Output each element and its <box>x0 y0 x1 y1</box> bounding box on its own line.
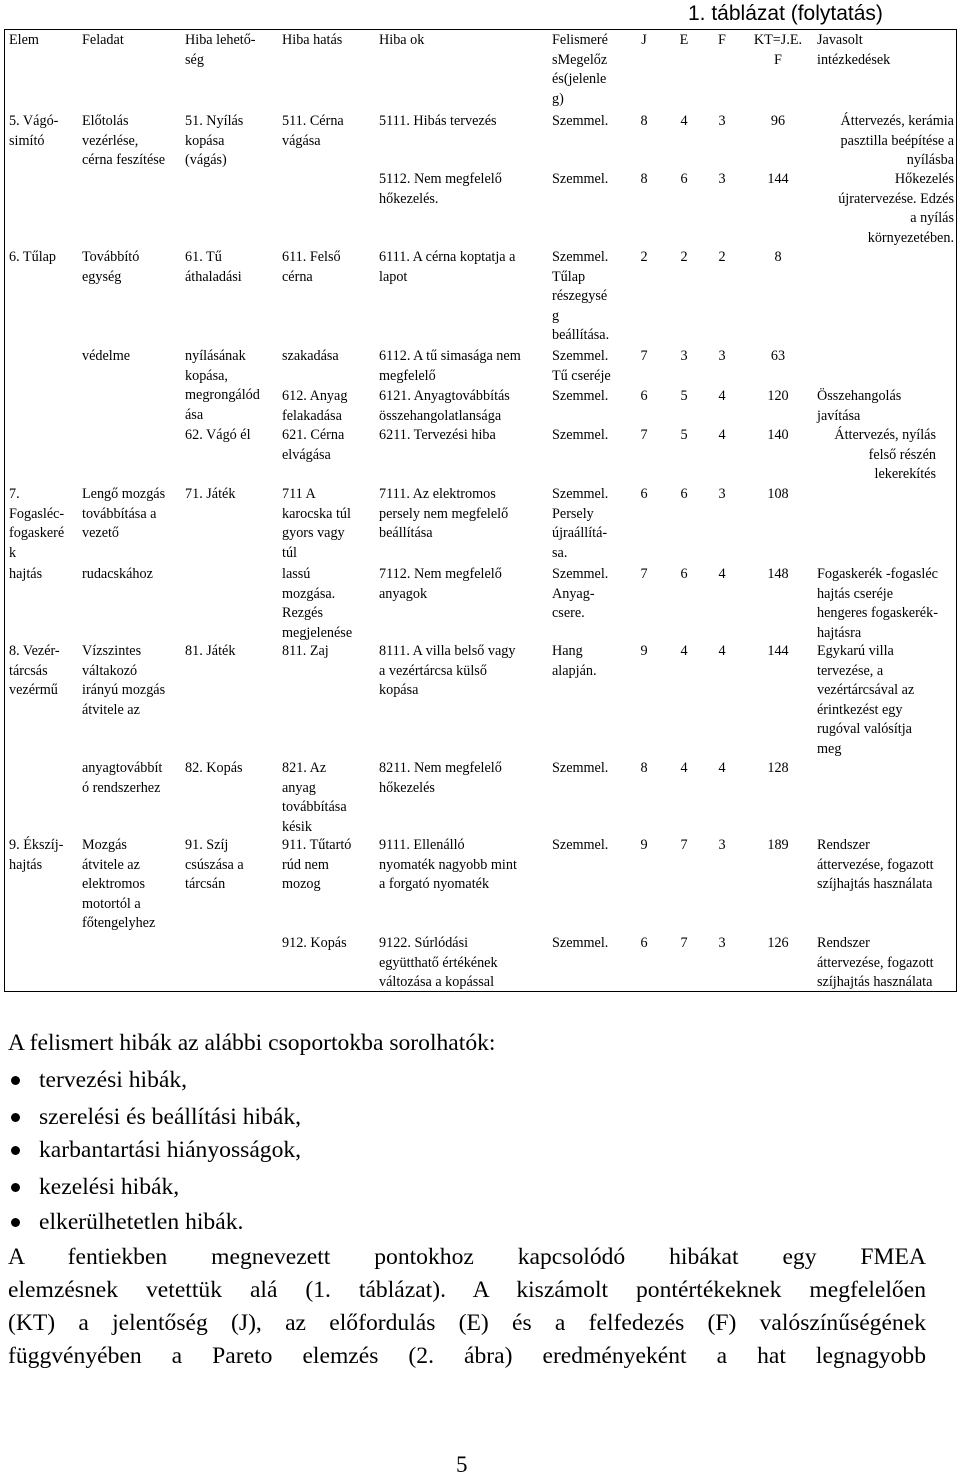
header-hiba-hatas: Hiba hatás <box>282 32 343 48</box>
bullet-text: szerelési és beállítási hibák, <box>39 1104 302 1130</box>
score-f: 4 <box>718 566 726 582</box>
bullet-icon <box>11 1113 20 1122</box>
bullet-icon <box>11 1146 20 1155</box>
hiba-ok-7111: 7111. Az elektromos persely nem megfelelő beállítása <box>379 486 509 541</box>
score-kt: 8 <box>774 249 782 265</box>
feladat-8-cont: anyagtovábbít ó rendszerhez <box>82 760 163 796</box>
score-e: 5 <box>680 427 688 443</box>
hiba-hatas-611: 611. Felső cérna <box>282 249 341 285</box>
bullet-text: kezelési hibák, <box>39 1174 180 1200</box>
header-kt: KT=J.E. F <box>753 32 803 68</box>
score-j: 8 <box>640 113 648 129</box>
score-kt: 140 <box>767 427 789 443</box>
header-javasolt: Javasolt intézkedések <box>817 32 891 68</box>
score-e: 3 <box>680 348 688 364</box>
header-felismeres: Felismeré sMegelőz és(jelenle g) <box>552 32 608 107</box>
score-kt: 144 <box>767 171 789 187</box>
score-kt: 126 <box>767 935 789 951</box>
hiba-hatas-611-cont: szakadása <box>282 348 339 364</box>
hiba-hatas-911: 911. Tűtartó rúd nem mozog <box>282 837 352 892</box>
feladat-7: Lengő mozgás továbbítása a vezető <box>82 486 166 541</box>
score-f: 3 <box>718 113 726 129</box>
score-f: 3 <box>718 486 726 502</box>
score-kt: 144 <box>767 643 789 659</box>
header-hiba-lehetoseg: Hiba lehető- ség <box>185 32 256 68</box>
hiba-ok-6112: 6112. A tű simasága nem megfelelő <box>379 348 521 384</box>
score-f: 3 <box>718 348 726 364</box>
score-e: 6 <box>680 566 688 582</box>
score-e: 7 <box>680 837 688 853</box>
score-f: 3 <box>718 171 726 187</box>
javasolt-12: Rendszer áttervezése, fogazott szíjhajtás használata <box>817 935 934 990</box>
score-j: 7 <box>640 566 648 582</box>
elem-9: 9. Ékszíj- hajtás <box>9 837 64 873</box>
javasolt-2: Hőkezelés újratervezése. Edzés a nyílás környezetében. <box>838 171 954 246</box>
hiba-ok-6121: 6121. Anyagtovábbítás összehangolatlansága <box>379 388 510 424</box>
felismeres-5: Szemmel. <box>552 388 609 404</box>
score-j: 9 <box>640 643 648 659</box>
felismeres-6: Szemmel. <box>552 427 609 443</box>
feladat-9: Mozgás átvitele az elektromos motortól a főtengelyhez <box>82 837 156 931</box>
score-j: 7 <box>640 427 648 443</box>
javasolt-5: Összehangolás javítása <box>817 388 902 424</box>
hiba-hatas-621: 621. Cérna elvágása <box>282 427 345 463</box>
elem-6: 6. Tűlap <box>9 249 57 265</box>
javasolt-8: Fogaskerék -fogasléc hajtás cseréje hengeres fogaskerék- hajtásra <box>817 566 938 641</box>
score-j: 6 <box>640 935 648 951</box>
score-j: 6 <box>640 388 648 404</box>
page-number: 5 <box>456 1452 468 1477</box>
hiba-hatas-612: 612. Anyag felakadása <box>282 388 348 424</box>
paragraph-line: (KT) a jelentőség (J), az előfordulás (E) és a felfedezés (F) valószínűségének <box>8 1310 926 1336</box>
hiba-lehetoseg-62: 62. Vágó él <box>185 427 251 443</box>
score-f: 4 <box>718 760 726 776</box>
hiba-hatas-821: 821. Az anyag továbbítása késik <box>282 760 347 835</box>
javasolt-11: Rendszer áttervezése, fogazott szíjhajtás használata <box>817 837 934 892</box>
felismeres-1: Szemmel. <box>552 113 609 129</box>
hiba-hatas-912: 912. Kopás <box>282 935 347 951</box>
hiba-hatas-711-cont: lassú mozgása. Rezgés megjelenése <box>282 566 353 641</box>
hiba-ok-9111: 9111. Ellenálló nyomaték nagyobb mint a forgató nyomaték <box>379 837 517 892</box>
intro-text: A felismert hibák az alábbi csoportokba sorolhatók: <box>8 1030 496 1056</box>
feladat-6-cont: védelme <box>82 348 131 364</box>
score-e: 4 <box>680 760 688 776</box>
feladat-7-cont: rudacskához <box>82 566 153 582</box>
hiba-hatas-811: 811. Zaj <box>282 643 329 659</box>
bullet-item <box>8 1064 187 1096</box>
hiba-ok-8211: 8211. Nem megfelelő hőkezelés <box>379 760 502 796</box>
score-e: 4 <box>680 113 688 129</box>
score-kt: 189 <box>767 837 789 853</box>
bullet-item <box>8 1171 179 1203</box>
bullet-item <box>8 1101 301 1133</box>
hiba-hatas-511: 511. Cérna vágása <box>282 113 344 149</box>
bullet-item <box>8 1206 243 1238</box>
header-hiba-ok: Hiba ok <box>379 32 425 48</box>
elem-8: 8. Vezér- tárcsás vezérmű <box>9 643 60 698</box>
paragraph-line: függvényében a Pareto elemzés (2. ábra) eredményeként a hat legnagyobb <box>8 1343 926 1369</box>
bullet-item <box>8 1134 301 1166</box>
bullet-text: elkerülhetetlen hibák. <box>39 1209 244 1235</box>
feladat-8: Vízszintes váltakozó irányú mozgás átvitele az <box>82 643 166 718</box>
felismeres-4: Szemmel. Tű cseréje <box>552 348 611 384</box>
score-j: 9 <box>640 837 648 853</box>
feladat-6: Továbbító egység <box>82 249 140 285</box>
bullet-text: tervezési hibák, <box>39 1067 188 1093</box>
score-f: 2 <box>718 249 726 265</box>
header-e: E <box>679 32 689 48</box>
score-j: 6 <box>640 486 648 502</box>
elem-5: 5. Vágó- simító <box>9 113 59 149</box>
hiba-ok-8111: 8111. A villa belső vagy a vezértárcsa külső kopása <box>379 643 516 698</box>
score-f: 4 <box>718 643 726 659</box>
score-j: 8 <box>640 760 648 776</box>
bullet-icon <box>11 1183 20 1192</box>
score-f: 3 <box>718 935 726 951</box>
javasolt-9: Egykarú villa tervezése, a vezértárcsával az érintkezést egy rugóval valósítja meg <box>817 643 915 757</box>
elem-7: 7. Fogasléc- fogaskeré k <box>9 486 65 561</box>
hiba-lehetoseg-91: 91. Szíj csúszása a tárcsán <box>185 837 244 892</box>
javasolt-1: Áttervezés, kerámia pasztilla beépítése a nyílásba <box>840 113 954 168</box>
feladat-5: Előtolás vezérlése, cérna feszítése <box>82 113 166 168</box>
hiba-lehetoseg-61: 61. Tű áthaladási <box>185 249 242 285</box>
score-j: 2 <box>640 249 648 265</box>
header-j: J <box>641 32 647 48</box>
felismeres-10: Szemmel. <box>552 760 609 776</box>
score-kt: 120 <box>767 388 789 404</box>
score-f: 3 <box>718 837 726 853</box>
bullet-icon <box>11 1076 20 1085</box>
felismeres-11: Szemmel. <box>552 837 609 853</box>
header-feladat: Feladat <box>82 32 124 48</box>
bullet-icon <box>11 1218 20 1227</box>
hiba-ok-6111: 6111. A cérna koptatja a lapot <box>379 249 516 285</box>
hiba-ok-5111: 5111. Hibás tervezés <box>379 113 497 129</box>
score-j: 7 <box>640 348 648 364</box>
score-kt: 108 <box>767 486 789 502</box>
score-e: 4 <box>680 643 688 659</box>
hiba-ok-9122: 9122. Súrlódási együtthatő értékének változása a kopással <box>379 935 498 990</box>
score-e: 6 <box>680 486 688 502</box>
felismeres-8: Szemmel. Anyag- csere. <box>552 566 609 621</box>
hiba-lehetoseg-81: 81. Játék <box>185 643 236 659</box>
felismeres-7: Szemmel. Persely újraállítá- sa. <box>552 486 609 561</box>
elem-7-cont: hajtás <box>9 566 43 582</box>
hiba-lehetoseg-51: 51. Nyílás kopása (vágás) <box>185 113 244 168</box>
paragraph-line: A fentiekben megnevezett pontokhoz kapcsolódó hibákat egy FMEA <box>8 1244 926 1270</box>
score-kt: 63 <box>770 348 786 364</box>
score-f: 4 <box>718 427 726 443</box>
felismeres-3: Szemmel. Tűlap részegysé g beállítása. <box>552 249 610 343</box>
hiba-ok-6211: 6211. Tervezési hiba <box>379 427 496 443</box>
hiba-ok-7112: 7112. Nem megfelelő anyagok <box>379 566 502 602</box>
bullet-text: karbantartási hiányosságok, <box>39 1137 302 1163</box>
score-kt: 96 <box>770 113 786 129</box>
header-elem: Elem <box>9 32 39 48</box>
hiba-lehetoseg-82: 82. Kopás <box>185 760 243 776</box>
header-f: F <box>718 32 726 48</box>
hiba-hatas-711: 711 A karocska túl gyors vagy túl <box>282 486 351 561</box>
score-j: 8 <box>640 171 648 187</box>
score-e: 7 <box>680 935 688 951</box>
hiba-ok-5112: 5112. Nem megfelelő hőkezelés. <box>379 171 502 207</box>
score-e: 2 <box>680 249 688 265</box>
felismeres-9: Hang alapján. <box>552 643 597 679</box>
hiba-lehetoseg-71: 71. Játék <box>185 486 236 502</box>
table-caption: 1. táblázat (folytatás) <box>688 2 883 25</box>
score-kt: 128 <box>767 760 789 776</box>
javasolt-6: Áttervezés, nyílás felső részén lekerekítés <box>834 427 936 482</box>
score-e: 6 <box>680 171 688 187</box>
felismeres-12: Szemmel. <box>552 935 609 951</box>
paragraph-line: elemzésnek vetettük alá (1. táblázat). A kiszámolt pontértékeknek megfelelően <box>8 1277 926 1303</box>
score-e: 5 <box>680 388 688 404</box>
score-kt: 148 <box>767 566 789 582</box>
hiba-lehetoseg-61-cont: nyílásának kopása, megrongálód ása <box>185 348 260 423</box>
felismeres-2: Szemmel. <box>552 171 609 187</box>
score-f: 4 <box>718 388 726 404</box>
